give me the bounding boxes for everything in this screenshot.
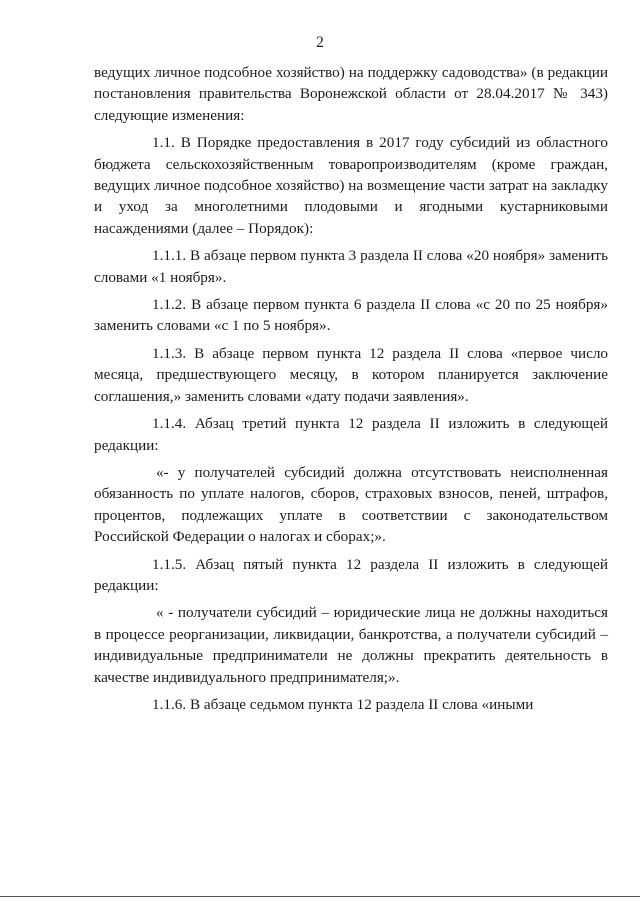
page-number: 2 [316,34,324,51]
quoted-paragraph-2: « - получатели субсидий – юридические лица не должны находиться в процессе реорганизации, ликвидации, банкротства, а получатели субсидий – индивидуальные предприниматели не должны прекратить деятельность в качестве индивидуального предпринимателя;». [94,604,608,686]
paragraph-1-1-6: 1.1.6. В абзаце седьмом пункта 12 раздела II слова «иными [152,695,534,713]
document-body [94,62,608,721]
paragraph-1-1-4: 1.1.4. Абзац третий пункта 12 раздела II изложить в следующей редакции: [94,415,608,454]
quoted-paragraph-1: «- у получателей субсидий должна отсутствовать неисполненная обязанность по уплате налогов, сборов, страховых взносов, пеней, штрафов, процентов, подлежащих уплате в соответствии с законодательством Российской Федерации о налогах и сборах;». [94,463,608,546]
paragraph-1-1-5: 1.1.5. Абзац пятый пункта 12 раздела II изложить в следующей редакции: [94,555,608,594]
paragraph-1-1-1: 1.1.1. В абзаце первом пункта 3 раздела II слова «20 ноября» заменить словами «1 ноября». [94,247,608,286]
paragraph-1-1-2: 1.1.2. В абзаце первом пункта 6 раздела II слова «с 20 по 25 ноября» заменить словами «с 1 по 5 ноября». [94,296,608,335]
paragraph-continuation: ведущих личное подсобное хозяйство) на поддержку садоводства» (в редакции постановления правительства Воронежской области от 28.04.2017 № 343) следующие изменения: [94,64,608,124]
paragraph-1-1-3: 1.1.3. В абзаце первом пункта 12 раздела II слова «первое число месяца, предшествующего месяцу, в котором планируется заключение соглашения,» заменить словами «дату подачи заявления». [94,344,608,405]
paragraph-1-1: 1.1. В Порядке предоставления в 2017 году субсидий из областного бюджета сельскохозяйственным товаропроизводителям (кроме граждан, ведущих личное подсобное хозяйство) на возмещение части затрат на закладку и уход за многолетними плодовыми и ягодными кустарниковыми насаждениями (далее – Порядок): [94,134,608,237]
bottom-edge-line [0,896,640,897]
